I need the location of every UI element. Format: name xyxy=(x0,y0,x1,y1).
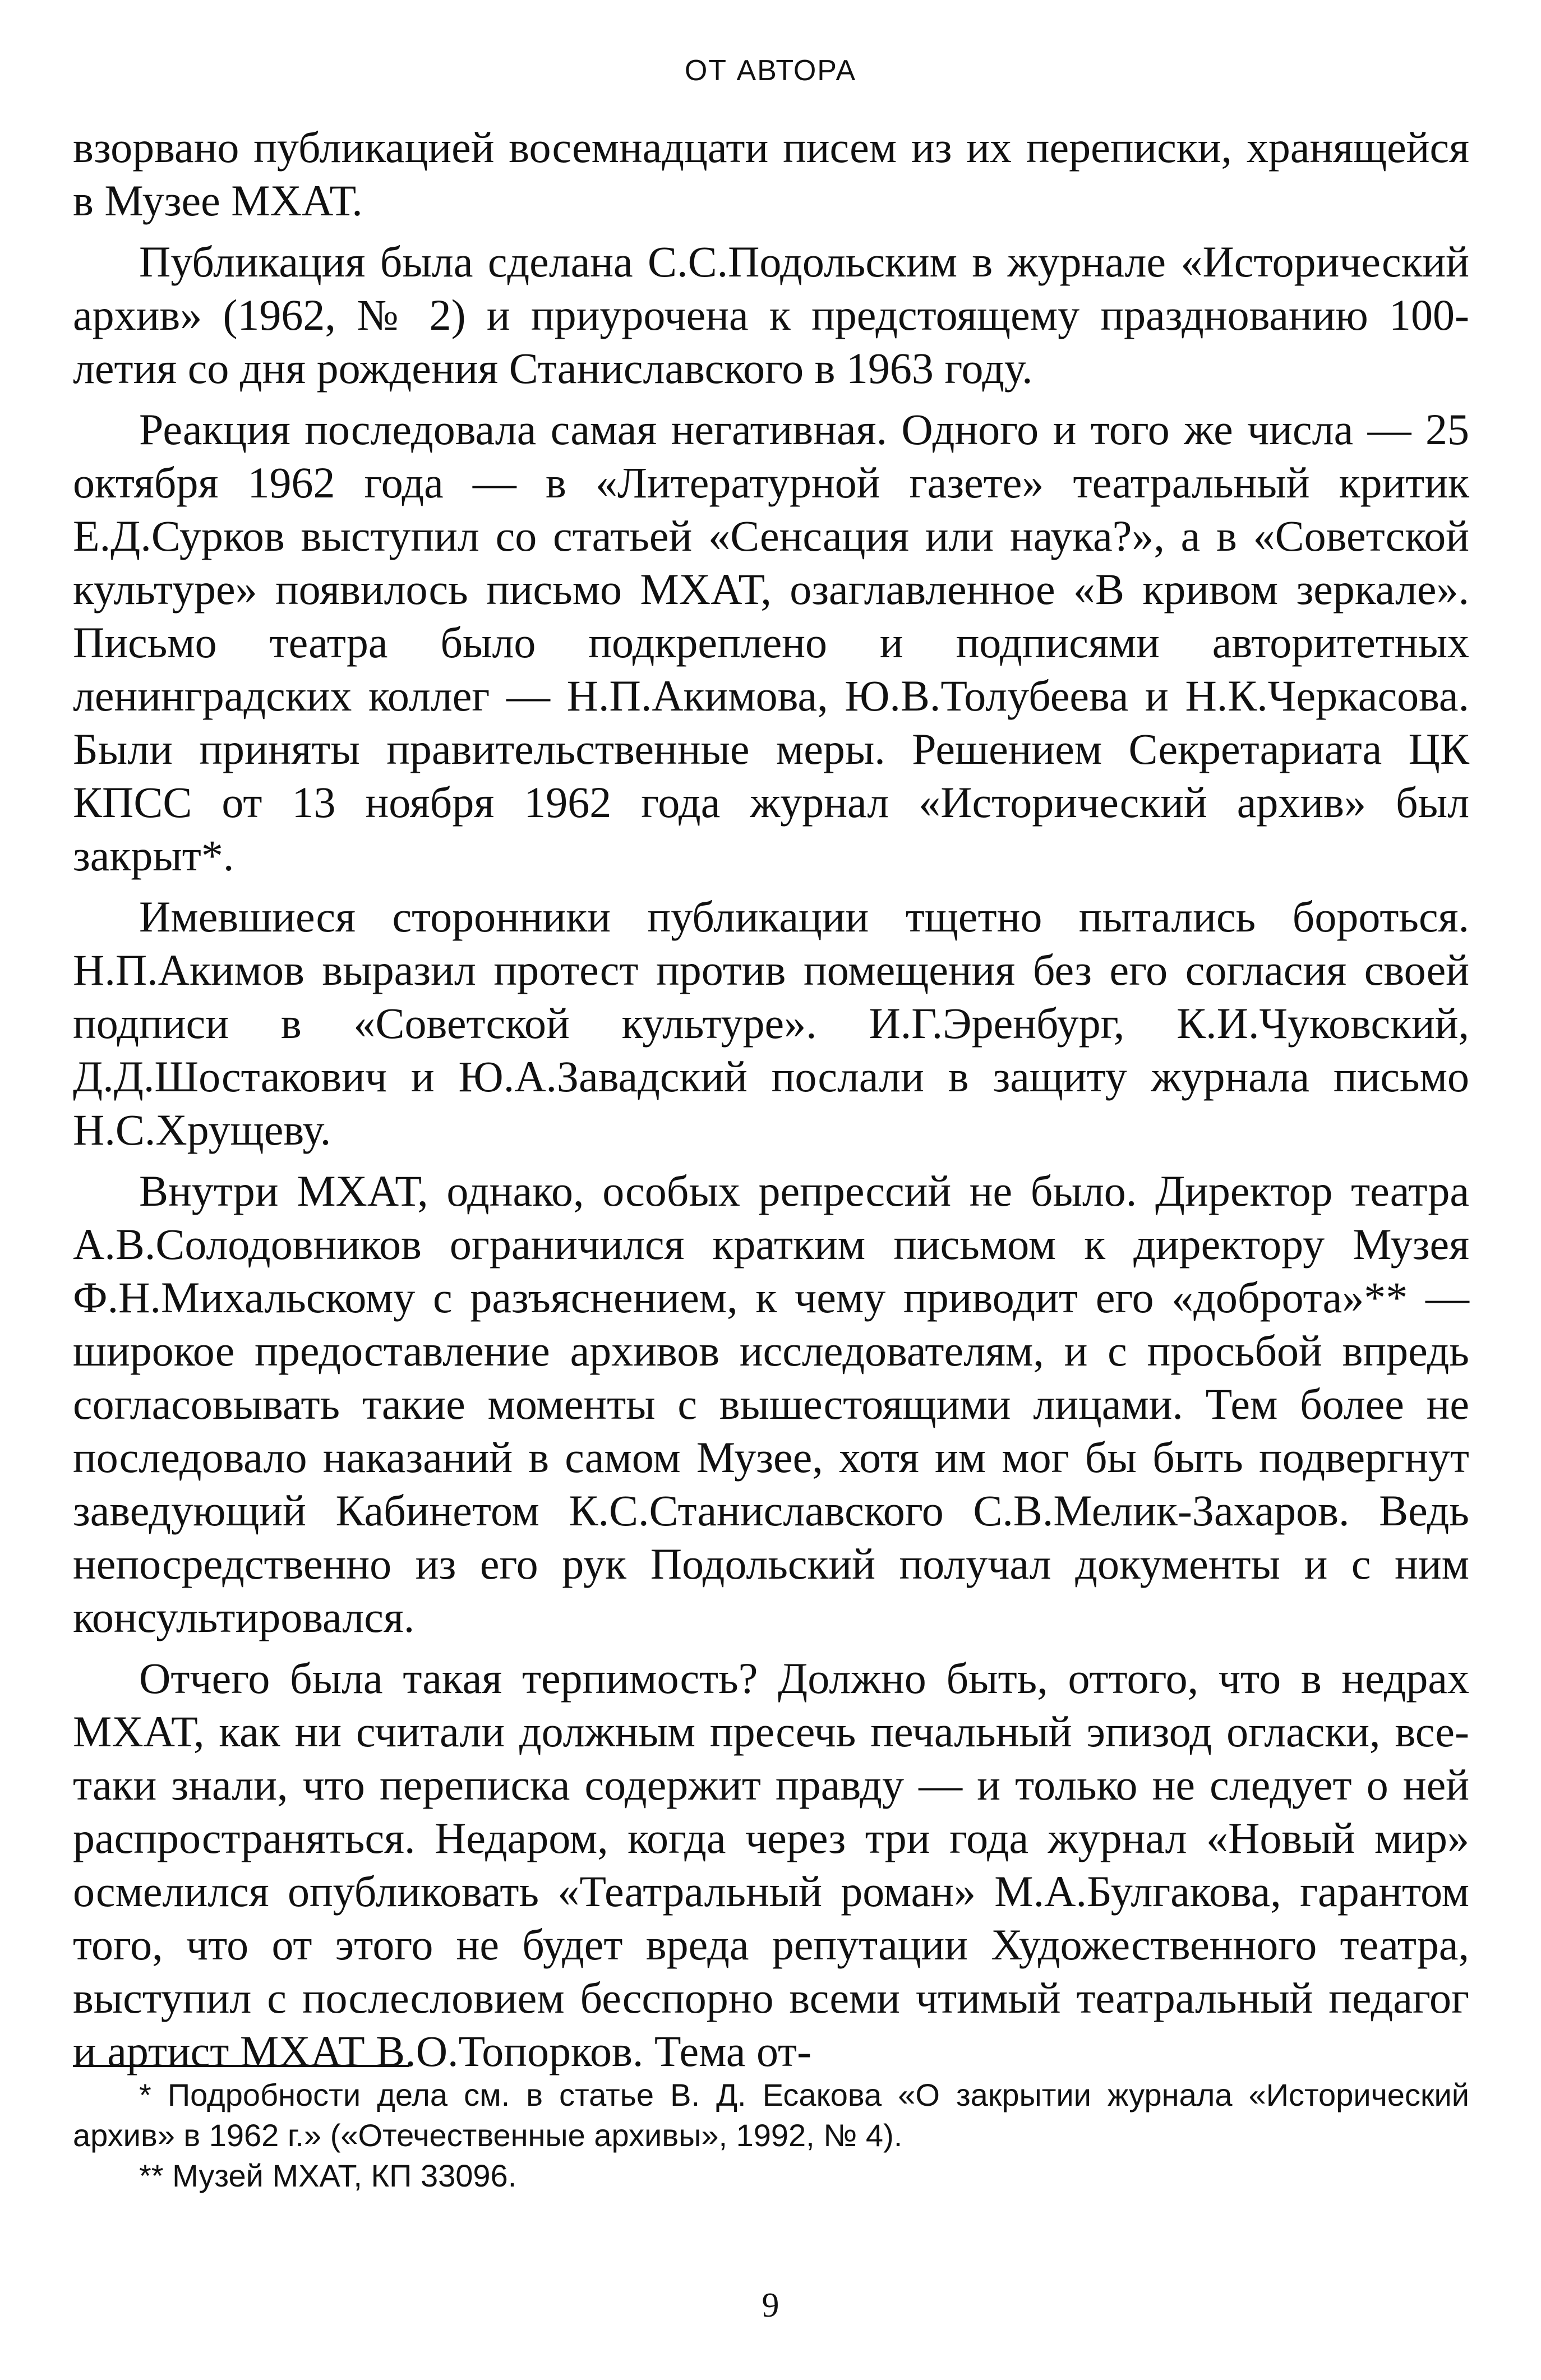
footnote-1: * Подробности дела см. в статье В. Д. Есакова «О закрытии журнала «Исторический архив» в 1962 г.» («Отечественные архивы», 1992, № 4). xyxy=(73,2077,1469,2153)
running-head: ОТ АВТОРА xyxy=(684,54,857,87)
paragraph-3: Реакция последовала самая негативная. Одного и того же числа — 25 октября 1962 года — в «Литературной газете» театральный критик Е.Д.Сурков выступил со статьей «Сенсация или наука?», а в «Советской культуре» появилось письмо МХАТ, озаглавленное «В кривом зеркале». Письмо театра было подкреплено и подписями авторитетных ленинградских коллег — Н.П.Акимова, Ю.В.Толубеева и Н.К.Черкасова. Были приняты правительственные меры. Решением Секретариата ЦК КПСС от 13 ноября 1962 года журнал «Исторический архив» был закрыт*. xyxy=(73,405,1469,880)
paragraph-1: взорвано публикацией восемнадцати писем из их переписки, хранящейся в Музее МХАТ. xyxy=(73,123,1469,225)
paragraph-5: Внутри МХАТ, однако, особых репрессий не было. Директор театра А.В.Солодовников ограничился кратким письмом к директору Музея Ф.Н.Михальскому с разъяснением, к чему приводит его «доброта»** — широкое предоставление архивов исследователям, и с просьбой впредь согласовывать такие моменты с вышестоящими лицами. Тем более не последовало наказаний в самом Музее, хотя им мог бы быть подвергнут заведующий Кабинетом К.С.Станиславского С.В.Мелик-Захаров. Ведь непосредственно из его рук Подольский получал документы и с ним консультировался. xyxy=(73,1166,1469,1641)
paragraph-4: Имевшиеся сторонники публикации тщетно пытались бороться. Н.П.Акимов выразил протест против помещения без его согласия своей подписи в «Советской культуре». И.Г.Эренбург, К.И.Чуковский, Д.Д.Шостакович и Ю.А.Завадский послали в защиту журнала письмо Н.С.Хрущеву. xyxy=(73,892,1469,1154)
body-text xyxy=(73,121,1469,2086)
footnotes xyxy=(73,2075,1469,2196)
paragraph-2: Публикация была сделана С.С.Подольским в журнале «Исторический архив» (1962, № 2) и приурочена к предстоящему празднованию 100-летия со дня рождения Станиславского в 1963 году. xyxy=(73,237,1469,393)
paragraph-6: Отчего была такая терпимость? Должно быть, оттого, что в недрах МХАТ, как ни считали должным пресечь печальный эпизод огласки, все-таки знали, что переписка содержит правду — и только не следует о ней распространяться. Недаром, когда через три года журнал «Новый мир» осмелился опубликовать «Театральный роман» М.А.Булгакова, гарантом того, что от этого не будет вреда репутации Художественного театра, выступил с послесловием бесспорно всеми чтимый театральный педагог и артист МХАТ В.О.Топорков. Тема от- xyxy=(73,1654,1469,2075)
footnote-2: ** Музей МХАТ, КП 33096. xyxy=(139,2158,517,2193)
page-number: 9 xyxy=(762,2286,779,2324)
footnote-divider xyxy=(73,2065,409,2067)
